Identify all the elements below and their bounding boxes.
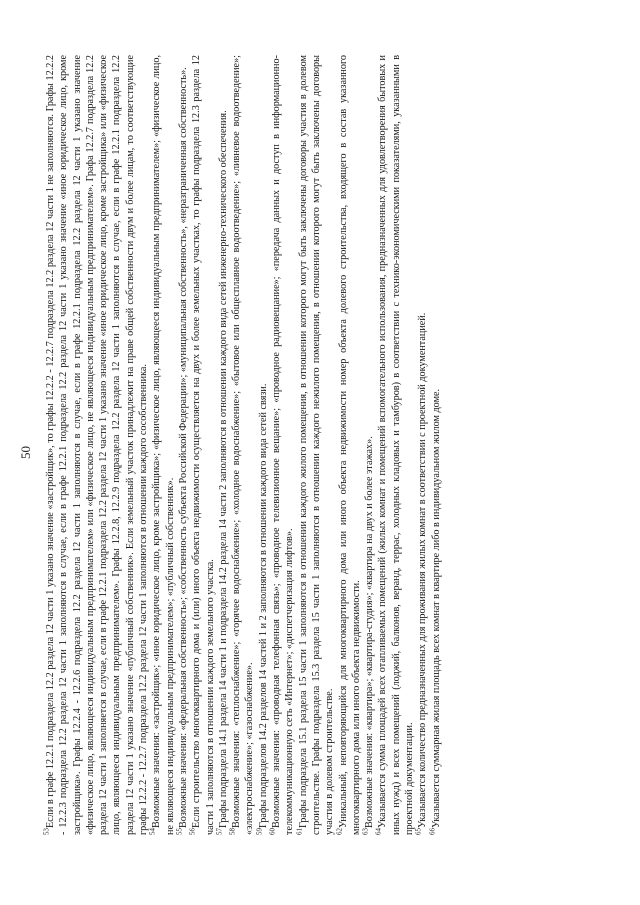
footnote — [190, 55, 217, 835]
footnote-text: Возможные значения: «застройщик»; «иное юридическое лицо, кроме застройщика»; «физическое лицо, являющееся индивидуальным предпринимателем»; «физическое лицо, не являющееся индивидуальным предпринимателем»; «публичный собственник». — [151, 55, 176, 835]
footnote-text: Графы подраздела 15.1 раздела 15 части 1 заполняются в отношении каждого жилого помещения, в отношении которого могут быть заключены договоры участия в долевом строительстве. Графы подраздела 15.3 раздела 15 части 1 заполняются в отношении каждого нежилого помещения, в отношении которого могут быть заключены договоры участия в долевом строительстве. — [297, 55, 336, 835]
footnote — [430, 55, 443, 835]
footnote-text: Возможные значения: «квартира»; «квартира-студия»; «квартира на двух и более этажах». — [364, 436, 376, 828]
footnote — [416, 55, 429, 835]
footnote-number: 66 — [428, 828, 437, 835]
footnote-text: Возможные значения: «проводная телефонная связь»; «проводное телевизионное вещание»; «проводное радиовещание»; «передача данных и доступ в информационно-телекоммуникационную сеть «Интернет»; «диспетчеризация лифтов». — [271, 55, 296, 835]
footnote — [177, 55, 190, 835]
footnote-text: Возможные значения: «федеральная собственность»; «собственность субъекта Российской Федерации»; «муниципальная собственность», «неразграниченная собственность». — [177, 67, 189, 828]
footnote-text: Указывается суммарная жилая площадь всех комнат в квартире либо в индивидуальном жилом доме. — [430, 388, 442, 828]
footnote-number: 63 — [361, 828, 370, 835]
footnote-number: 56 — [188, 828, 197, 835]
footnote-number: 54 — [148, 828, 157, 835]
footnote-text: Графы подразделов 14.2 разделов 14 частей 1 и 2 заполняются в отношении каждого вида сетей связи. — [257, 383, 269, 828]
footnote — [376, 55, 416, 835]
footnote-text: Если в графе 12.2.1 подраздела 12.2 раздела 12 части 1 указано значение «застройщик», то графы 12.2.2 - 12.2.7 подраздела 12.2 раздела 12 части 1 не заполняются. Графы 12.2.2 - 12.2.3 подраздела 12.2 раздела 12 части 1 заполняются в случае, если в графе 12.2.1 подраздела 12.2 раздела 12 части 1 указано значение «иное юридическое лицо, кроме застройщика». Графы 12.2.4 - 12.2.6 подраздела 12.2 раздела 12 части 1 заполняются в случае, если в графе 12.2.1 подраздела 12.2 раздела 12 части 1 указано значение «физическое лицо, являющееся индивидуальным предпринимателем» или «физическое лицо, не являющееся индивидуальным предпринимателем». Графа 12.2.7 подраздела 12.2 раздела 12 части 1 заполняется в случае, если в графе 12.2.1 подраздела 12.2 раздела 12 части 1 указано значение «иное юридическое лицо, кроме застройщика» или «физическое лицо, являющееся индивидуальным предпринимателем». Графы 12.2.8, 12.2.9 подраздела 12.2 раздела 12 части 1 заполняются в случае, если в графе 12.2.1 подраздела 12.2 раздела 12 части 1 указано значение «публичный собственник». Если земельный участок принадлежит на праве общей собственности двум и более лицам, то соответствующие графы 12.2.2 - 12.2.7 подраздела 12.2 раздела 12 части 1 заполняются в отношении каждого сособственника. — [45, 55, 150, 835]
footnote-text: Уникальный, неповторяющийся для многоквартирного дома или иного объекта недвижимости номер объекта долевого строительства, входящего в состав указанного многоквартирного дома или иного объекта недвижимости. — [337, 55, 362, 835]
footnote — [230, 55, 257, 835]
footnote-text: Если строительство многоквартирного дома и (или) иного объекта недвижимости осуществляется на двух и более земельных участках, то графы подраздела 12.3 раздела 12 части 1 заполняются в отношении каждого земельного участка. — [191, 55, 216, 835]
footnote-text: Возможные значения: «теплоснабжение»; «горячее водоснабжение»; «холодное водоснабжение»; «бытовое или общесплавное водоотведение»; «ливневое водоотведение»; «электроснабжение»; «газоснабжение». — [231, 55, 256, 835]
footnote-text: Графы подраздела 14.1 раздела 14 части 1 и подраздела 14.2 раздела 14 части 2 заполняются в отношении каждого вида сетей инженерно-технического обеспечения. — [217, 110, 229, 828]
footnote-number: 55 — [175, 828, 184, 835]
footnote — [297, 55, 337, 835]
footnote-number: 60 — [268, 828, 277, 835]
page-number: 50 — [18, 446, 33, 459]
footnote-number: 59 — [255, 828, 264, 835]
footnote — [363, 55, 376, 835]
footnote-text: Указывается количество предназначенных для проживания жилых комнат в соответствии с проектной документацией. — [417, 312, 429, 828]
footnotes-list — [44, 55, 443, 835]
footnote-number: 62 — [335, 828, 344, 835]
footnote-text: Указывается сумма площадей всех отапливаемых помещений (жилых комнат и помещений вспомогательного использования, предназначенных для удовлетворения бытовых и иных нужд) и всех помещений (лоджий, балконов, веранд, террас, холодных кладовых и тамбуров) в соответствии с технико-экономическими показателями, указанными в проектной документации. — [377, 55, 416, 835]
footnote — [337, 55, 364, 835]
footnote — [150, 55, 177, 835]
footnote — [44, 55, 150, 835]
footnote — [257, 55, 270, 835]
footnote-number: 64 — [375, 828, 384, 835]
footnote-number: 58 — [228, 828, 237, 835]
footnote — [270, 55, 297, 835]
footnote-number: 57 — [215, 828, 224, 835]
footnote-number: 53 — [42, 828, 51, 835]
footnote-number: 61 — [295, 828, 304, 835]
footnote-number: 65 — [414, 828, 423, 835]
footnote — [217, 55, 230, 835]
